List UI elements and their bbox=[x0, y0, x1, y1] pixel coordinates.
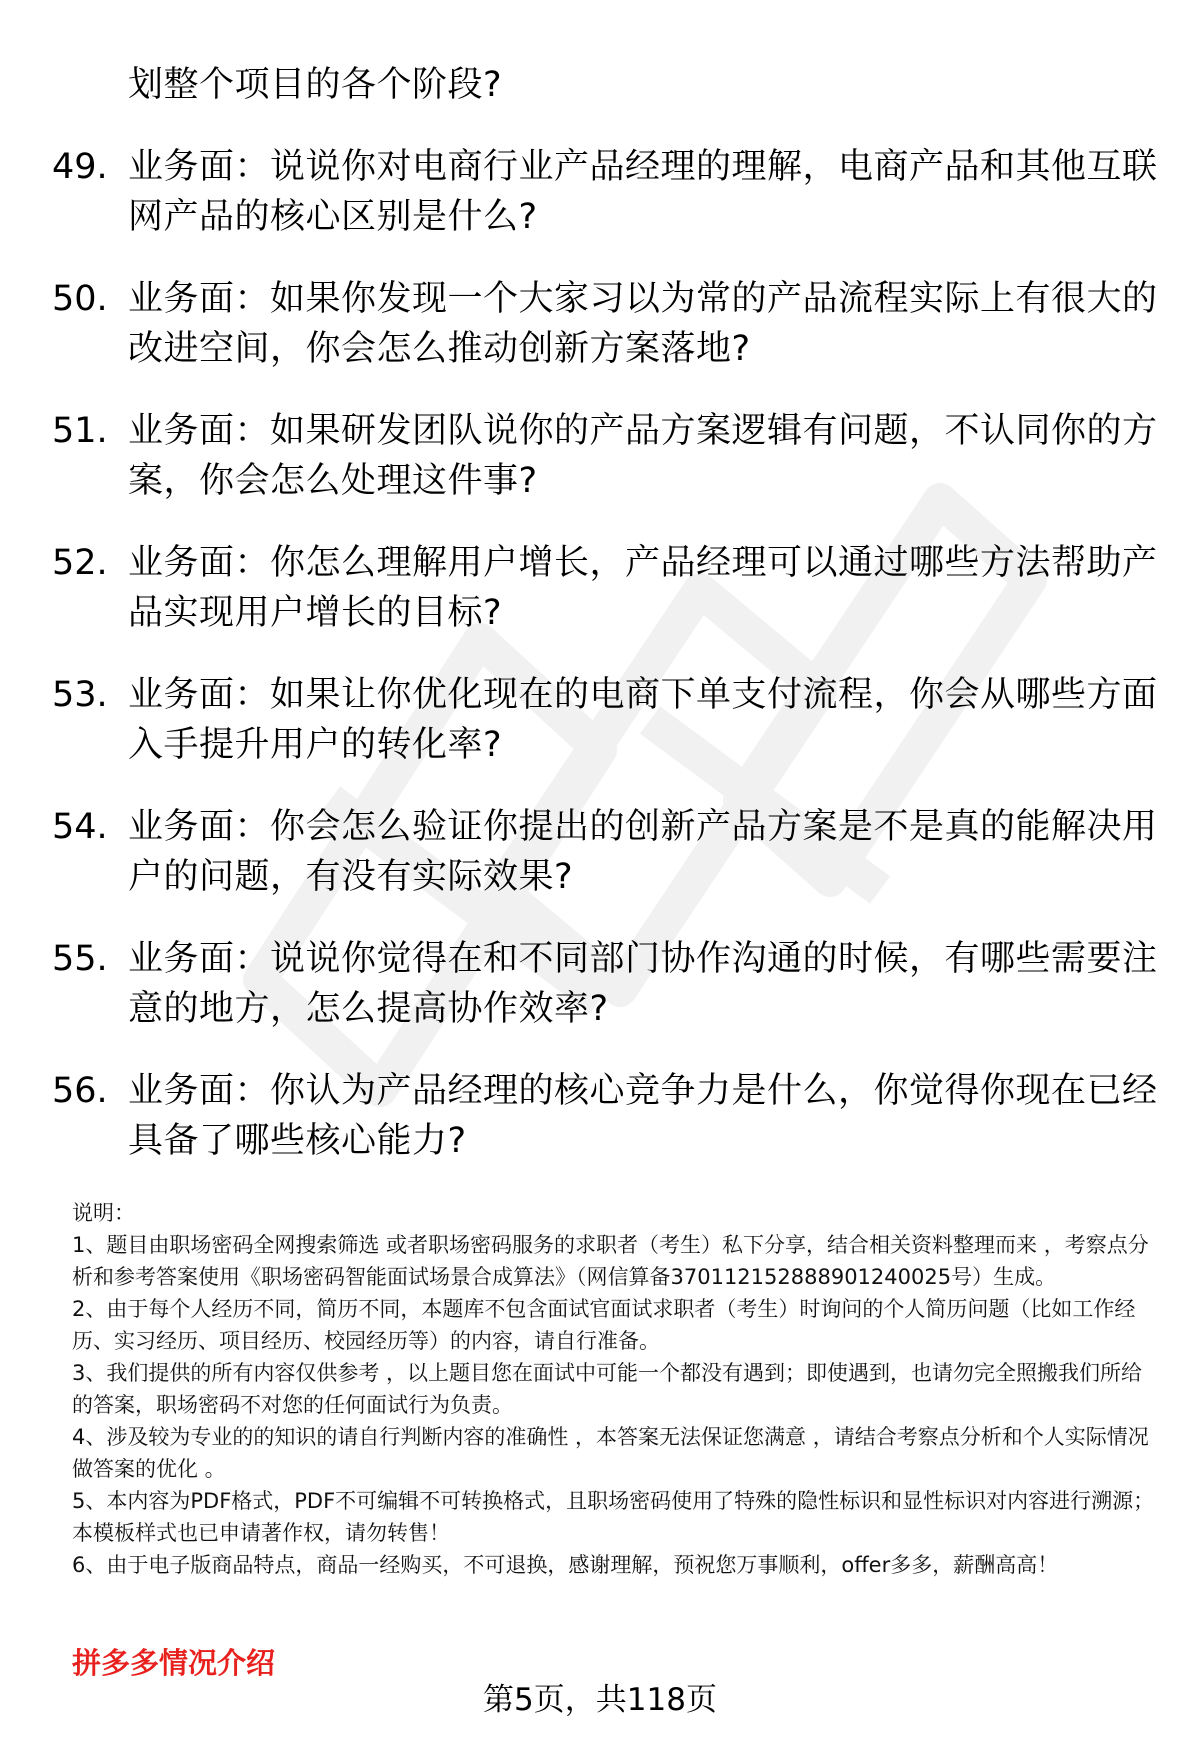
question-text: 业务面：说说你对电商行业产品经理的理解，电商产品和其他互联网产品的核心区别是什么? bbox=[128, 147, 1158, 237]
question-list bbox=[52, 142, 1162, 1198]
question-item bbox=[52, 934, 1162, 1066]
notes-title: 说明： bbox=[72, 1201, 135, 1225]
question-item bbox=[52, 670, 1162, 802]
question-item bbox=[52, 406, 1162, 538]
question-text: 业务面：你认为产品经理的核心竞争力是什么，你觉得你现在已经具备了哪些核心能力? bbox=[128, 1071, 1158, 1161]
question-text: 业务面：如果让你优化现在的电商下单支付流程，你会从哪些方面入手提升用户的转化率? bbox=[128, 675, 1158, 765]
question-number: 54. bbox=[52, 807, 108, 847]
question-item bbox=[52, 274, 1162, 406]
note-item: 2、由于每个人经历不同，简历不同，本题库不包含面试官面试求职者（考生）时询问的个人简历问题（比如工作经历、实习经历、项目经历、校园经历等）的内容，请自行准备。 bbox=[72, 1297, 1136, 1353]
note-item: 1、题目由职场密码全网搜索筛选 或者职场密码服务的求职者（考生）私下分享，结合相关资料整理而来 ，考察点分析和参考答案使用《职场密码智能面试场景合成算法》（网信算备370112152888901240025号）生成。 bbox=[72, 1233, 1149, 1289]
question-number: 56. bbox=[52, 1071, 108, 1111]
question-number: 52. bbox=[52, 543, 108, 583]
question-number: 50. bbox=[52, 279, 108, 319]
section-heading: 拼多多情况介绍 bbox=[72, 1646, 276, 1680]
note-item: 5、本内容为PDF格式，PDF不可编辑不可转换格式，且职场密码使用了特殊的隐性标识和显性标识对内容进行溯源；本模板样式也已申请著作权，请勿转售！ bbox=[72, 1489, 1155, 1545]
notes-section bbox=[72, 1197, 1162, 1581]
question-continuation: 划整个项目的各个阶段? bbox=[128, 65, 503, 105]
question-item bbox=[52, 142, 1162, 274]
question-item bbox=[52, 1066, 1162, 1198]
note-item: 4、涉及较为专业的的知识的请自行判断内容的准确性 ，本答案无法保证您满意 ，请结合考察点分析和个人实际情况做答案的优化 。 bbox=[72, 1425, 1149, 1481]
note-item: 6、由于电子版商品特点，商品一经购买，不可退换，感谢理解，预祝您万事顺利，offer多多，薪酬高高！ bbox=[72, 1553, 1059, 1577]
question-number: 55. bbox=[52, 939, 108, 979]
question-number: 53. bbox=[52, 675, 108, 715]
question-item bbox=[52, 538, 1162, 670]
page-number-footer: 第5页，共118页 bbox=[483, 1682, 717, 1718]
question-number: 49. bbox=[52, 147, 108, 187]
note-item: 3、我们提供的所有内容仅供参考 ，以上题目您在面试中可能一个都没有遇到；即使遇到，也请勿完全照搬我们所给的答案，职场密码不对您的任何面试行为负责。 bbox=[72, 1361, 1143, 1417]
question-text: 业务面：你会怎么验证你提出的创新产品方案是不是真的能解决用户的问题，有没有实际效果? bbox=[128, 807, 1158, 897]
question-item bbox=[52, 802, 1162, 934]
question-text: 业务面：你怎么理解用户增长，产品经理可以通过哪些方法帮助产品实现用户增长的目标? bbox=[128, 543, 1158, 633]
question-text: 业务面：说说你觉得在和不同部门协作沟通的时候，有哪些需要注意的地方，怎么提高协作效率? bbox=[128, 939, 1158, 1029]
question-text: 业务面：如果研发团队说你的产品方案逻辑有问题，不认同你的方案，你会怎么处理这件事? bbox=[128, 411, 1158, 501]
question-text: 业务面：如果你发现一个大家习以为常的产品流程实际上有很大的改进空间，你会怎么推动创新方案落地? bbox=[128, 279, 1158, 369]
question-number: 51. bbox=[52, 411, 108, 451]
